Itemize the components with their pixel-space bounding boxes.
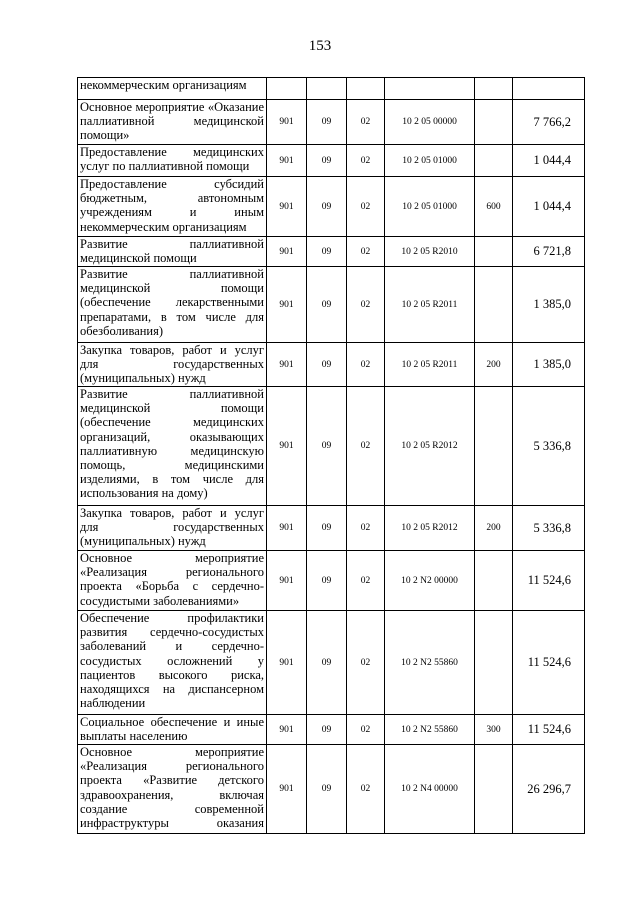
row-ved: 901 — [267, 611, 307, 715]
row-rz: 09 — [307, 145, 347, 177]
row-name: Предоставление субсидий бюджетным, автономным учреждениям и иным некоммерческим организациям — [78, 177, 267, 237]
row-name: Предоставление медицинских услуг по паллиативной помощи — [78, 145, 267, 177]
row-pr: 02 — [347, 145, 385, 177]
row-name: Развитие паллиативной медицинской помощи (обеспечение медицинских организаций, оказывающих паллиативную медицинскую помощь, медицинскими изделиями, в том числе для использования на дому) — [78, 387, 267, 506]
row-rz — [307, 78, 347, 100]
row-rz: 09 — [307, 177, 347, 237]
row-name: Основное мероприятие «Оказание паллиативной медицинской помощи» — [78, 100, 267, 145]
row-ved: 901 — [267, 267, 307, 343]
row-ved: 901 — [267, 343, 307, 387]
row-ved — [267, 78, 307, 100]
row-vr: 600 — [475, 177, 513, 237]
row-rz: 09 — [307, 745, 347, 834]
table-row — [78, 145, 585, 177]
table-row — [78, 387, 585, 506]
table-row — [78, 78, 585, 100]
row-csr — [385, 78, 475, 100]
row-pr: 02 — [347, 715, 385, 745]
table-row — [78, 611, 585, 715]
row-csr: 10 2 N4 00000 — [385, 745, 475, 834]
row-vr — [475, 551, 513, 611]
row-ved: 901 — [267, 387, 307, 506]
row-rz: 09 — [307, 551, 347, 611]
row-ved: 901 — [267, 177, 307, 237]
row-sum: 1 385,0 — [513, 267, 585, 343]
row-vr: 200 — [475, 343, 513, 387]
row-ved: 901 — [267, 715, 307, 745]
budget-table — [77, 77, 585, 834]
row-csr: 10 2 N2 55860 — [385, 715, 475, 745]
row-rz: 09 — [307, 611, 347, 715]
row-ved: 901 — [267, 100, 307, 145]
row-vr — [475, 267, 513, 343]
row-rz: 09 — [307, 387, 347, 506]
row-vr — [475, 145, 513, 177]
row-pr: 02 — [347, 237, 385, 267]
row-pr: 02 — [347, 343, 385, 387]
row-csr: 10 2 05 R2012 — [385, 387, 475, 506]
row-pr: 02 — [347, 551, 385, 611]
row-vr: 200 — [475, 506, 513, 551]
table-row — [78, 745, 585, 834]
row-csr: 10 2 N2 00000 — [385, 551, 475, 611]
row-vr: 300 — [475, 715, 513, 745]
row-sum: 5 336,8 — [513, 506, 585, 551]
row-csr: 10 2 05 R2012 — [385, 506, 475, 551]
row-ved: 901 — [267, 551, 307, 611]
row-pr: 02 — [347, 267, 385, 343]
table-row — [78, 267, 585, 343]
row-csr: 10 2 05 R2011 — [385, 267, 475, 343]
row-pr: 02 — [347, 506, 385, 551]
row-vr — [475, 745, 513, 834]
row-pr: 02 — [347, 177, 385, 237]
row-rz: 09 — [307, 343, 347, 387]
table-row — [78, 343, 585, 387]
row-rz: 09 — [307, 267, 347, 343]
row-ved: 901 — [267, 745, 307, 834]
row-pr — [347, 78, 385, 100]
row-sum: 6 721,8 — [513, 237, 585, 267]
row-pr: 02 — [347, 611, 385, 715]
table-row — [78, 506, 585, 551]
table-row — [78, 100, 585, 145]
row-ved: 901 — [267, 237, 307, 267]
table-row — [78, 551, 585, 611]
row-csr: 10 2 05 01000 — [385, 145, 475, 177]
row-sum: 11 524,6 — [513, 551, 585, 611]
table-row — [78, 715, 585, 745]
row-csr: 10 2 05 R2010 — [385, 237, 475, 267]
row-sum — [513, 78, 585, 100]
row-pr: 02 — [347, 100, 385, 145]
row-sum: 1 044,4 — [513, 145, 585, 177]
table-row — [78, 177, 585, 237]
row-rz: 09 — [307, 100, 347, 145]
row-name: некоммерческим организациям — [78, 78, 267, 100]
row-csr: 10 2 05 R2011 — [385, 343, 475, 387]
row-name: Развитие паллиативной медицинской помощи (обеспечение лекарственными препаратами, в том числе для обезболивания) — [78, 267, 267, 343]
row-vr — [475, 237, 513, 267]
row-ved: 901 — [267, 506, 307, 551]
row-csr: 10 2 05 01000 — [385, 177, 475, 237]
row-csr: 10 2 N2 55860 — [385, 611, 475, 715]
row-vr — [475, 100, 513, 145]
row-name: Обеспечение профилактики развития сердечно-сосудистых заболеваний и сердечно-сосудистых осложнений у пациентов высокого риска, находящихся на диспансерном наблюдении — [78, 611, 267, 715]
row-sum: 26 296,7 — [513, 745, 585, 834]
row-vr — [475, 387, 513, 506]
row-sum: 1 385,0 — [513, 343, 585, 387]
row-name: Основное мероприятие «Реализация регионального проекта «Развитие детского здравоохранения, включая создание современной инфраструктуры оказания — [78, 745, 267, 834]
row-sum: 11 524,6 — [513, 611, 585, 715]
row-name: Закупка товаров, работ и услуг для государственных (муниципальных) нужд — [78, 343, 267, 387]
row-pr: 02 — [347, 745, 385, 834]
table-row — [78, 237, 585, 267]
row-rz: 09 — [307, 506, 347, 551]
page-number: 153 — [308, 38, 332, 54]
row-vr — [475, 611, 513, 715]
row-sum: 5 336,8 — [513, 387, 585, 506]
row-name: Закупка товаров, работ и услуг для государственных (муниципальных) нужд — [78, 506, 267, 551]
row-rz: 09 — [307, 715, 347, 745]
row-sum: 11 524,6 — [513, 715, 585, 745]
row-sum: 7 766,2 — [513, 100, 585, 145]
row-csr: 10 2 05 00000 — [385, 100, 475, 145]
row-vr — [475, 78, 513, 100]
row-name: Основное мероприятие «Реализация регионального проекта «Борьба с сердечно-сосудистыми заболеваниями» — [78, 551, 267, 611]
row-rz: 09 — [307, 237, 347, 267]
row-ved: 901 — [267, 145, 307, 177]
row-pr: 02 — [347, 387, 385, 506]
row-sum: 1 044,4 — [513, 177, 585, 237]
row-name: Развитие паллиативной медицинской помощи — [78, 237, 267, 267]
row-name: Социальное обеспечение и иные выплаты населению — [78, 715, 267, 745]
